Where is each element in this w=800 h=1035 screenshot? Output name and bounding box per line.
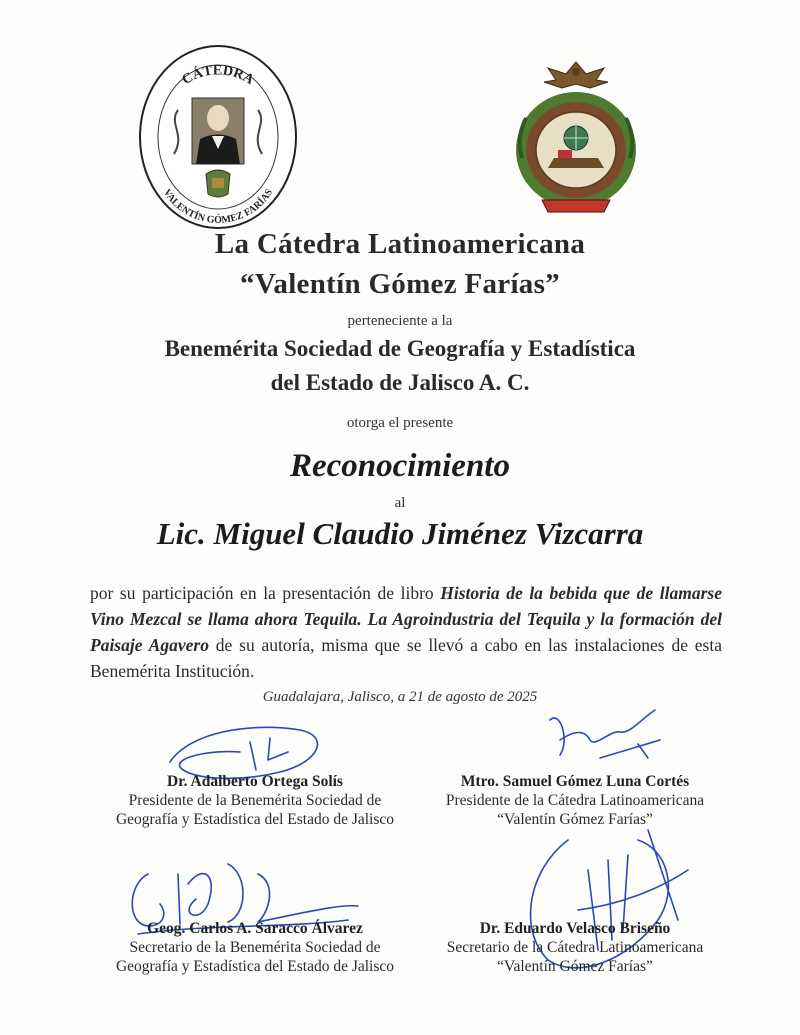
signatory-role-line2: Geografía y Estadística del Estado de Jalisco (115, 811, 395, 828)
award-title: Reconocimiento (290, 448, 510, 484)
seal-bottom-text: VALENTÍN GÓMEZ FARÍAS (160, 187, 276, 226)
signatory-name: Dr. Adalberto Ortega Solís (167, 773, 343, 790)
signatory-role-line1: Secretario de la Benemérita Sociedad de (129, 939, 381, 956)
signatory-role-line1: Presidente de la Cátedra Latinoamericana (445, 792, 705, 809)
catedra-seal-logo (138, 44, 298, 230)
heading-line-1: La Cátedra Latinoamericana (214, 228, 586, 260)
seal-top-text: CÁTEDRA (179, 63, 257, 89)
signatory-velasco (400, 919, 750, 976)
heading-line-3: perteneciente a la (347, 313, 453, 329)
citation-paragraph (90, 580, 722, 684)
signatory-role-line1: Presidente de la Benemérita Sociedad de (128, 792, 382, 809)
signatory-role-line1: Secretario de la Cátedra Latinoamericana (446, 939, 704, 956)
recipient-name: Lic. Miguel Claudio Jiménez Vizcarra (156, 516, 644, 551)
signatory-gomez-luna (400, 772, 750, 829)
signatory-name: Mtro. Samuel Gómez Luna Cortés (460, 773, 690, 790)
citation-outro: de su autoría, misma que se llevó a cabo en las instalaciones de esta Benemérita Institución. (90, 635, 723, 681)
signatory-role-line2: “Valentín Gómez Farías” (497, 958, 653, 975)
award-to: al (394, 495, 406, 511)
heading-line-5: del Estado de Jalisco A. C. (270, 370, 530, 395)
citation-intro: por su participación en la presentación de libro (90, 583, 441, 603)
sociedad-crest-logo (508, 58, 644, 218)
signatory-ortega (80, 772, 430, 829)
signatory-name: Geog. Carlos A. Saracco Álvarez (147, 920, 363, 937)
book-title: Historia de la bebida que de llamarse Vino Mezcal se llama ahora Tequila. La Agroindustria del Tequila y la formación del Paisaje Agavero (90, 583, 722, 655)
signatory-saracco (80, 919, 430, 976)
signatory-role-line2: Geografía y Estadística del Estado de Jalisco (115, 958, 395, 975)
heading-line-6: otorga el presente (346, 415, 454, 431)
heading-line-2: “Valentín Gómez Farías” (240, 268, 560, 300)
heading-line-4: Benemérita Sociedad de Geografía y Estadística (164, 336, 636, 361)
signatory-role-line2: “Valentín Gómez Farías” (497, 811, 653, 828)
signature-gomez-luna (530, 700, 670, 770)
place-date: Guadalajara, Jalisco, a 21 de agosto de 2025 (262, 689, 538, 705)
signatory-name: Dr. Eduardo Velasco Briseño (479, 920, 671, 937)
